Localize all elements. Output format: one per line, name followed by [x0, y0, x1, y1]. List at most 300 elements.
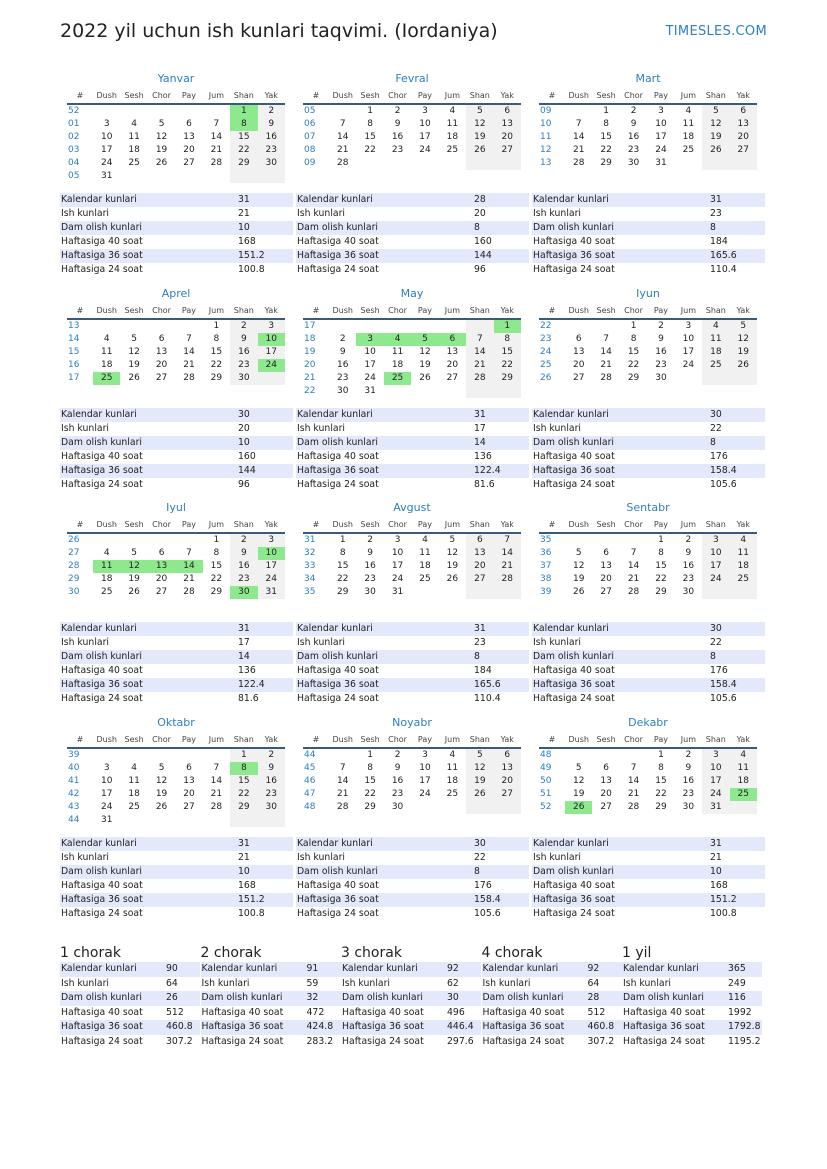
day-cell[interactable]: 2 [230, 319, 257, 333]
day-cell[interactable]: 20 [494, 131, 521, 144]
day-cell[interactable]: 11 [682, 119, 695, 129]
day-cell[interactable]: 19 [730, 346, 757, 359]
day-cell[interactable]: 18 [702, 346, 729, 359]
day-cell[interactable]: 3 [258, 319, 285, 333]
day-cell[interactable]: 27 [494, 144, 521, 157]
day-cell[interactable]: 14 [627, 776, 640, 786]
day-cell[interactable]: 23 [682, 574, 695, 584]
day-cell[interactable]: 30 [230, 372, 257, 385]
day-cell[interactable]: 19 [128, 574, 140, 584]
day-cell[interactable]: 17 [100, 789, 113, 799]
day-cell[interactable]: 8 [339, 548, 346, 558]
day-cell[interactable]: 1 [367, 106, 373, 116]
day-cell[interactable]: 2 [685, 750, 692, 760]
day-cell[interactable]: 9 [658, 334, 664, 344]
day-cell[interactable]: 15 [364, 776, 376, 786]
day-cell[interactable]: 4 [702, 319, 729, 333]
day-cell[interactable]: 24 [702, 788, 729, 801]
day-cell[interactable]: 23 [391, 789, 404, 799]
day-cell[interactable]: 24 [655, 145, 667, 155]
day-cell[interactable]: 27 [572, 373, 585, 383]
day-cell[interactable]: 18 [391, 360, 404, 370]
day-cell[interactable]: 27 [730, 144, 757, 157]
day-cell[interactable]: 26 [702, 144, 729, 157]
day-cell[interactable]: 21 [572, 145, 585, 155]
day-cell[interactable]: 28 [210, 158, 223, 168]
day-cell[interactable]: 6 [494, 748, 521, 762]
day-cell[interactable]: 23 [336, 373, 349, 383]
day-cell[interactable]: 27 [600, 802, 612, 812]
day-cell[interactable]: 30 [391, 802, 404, 812]
day-cell[interactable]: 21 [210, 789, 223, 799]
day-cell[interactable]: 18 [128, 789, 140, 799]
day-cell[interactable]: 8 [630, 334, 637, 344]
day-cell[interactable]: 24 [702, 573, 729, 586]
day-cell[interactable]: 20 [446, 360, 459, 370]
day-cell[interactable]: 10 [100, 776, 113, 786]
day-cell[interactable]: 18 [730, 560, 757, 573]
day-cell[interactable]: 15 [230, 775, 257, 788]
day-cell[interactable]: 21 [627, 574, 640, 584]
day-cell[interactable]: 13 [730, 118, 757, 131]
day-cell[interactable]: 19 [572, 789, 585, 799]
day-cell[interactable]: 24 [100, 158, 113, 168]
day-cell[interactable]: 16 [682, 776, 695, 786]
day-cell[interactable]: 6 [603, 548, 609, 558]
day-cell[interactable]: 21 [600, 360, 612, 370]
day-cell[interactable]: 2 [339, 334, 346, 344]
day-cell[interactable]: 7 [466, 333, 493, 346]
day-cell[interactable]: 31 [100, 171, 113, 181]
day-cell[interactable]: 6 [186, 119, 192, 129]
day-cell[interactable]: 1 [339, 535, 346, 545]
day-cell[interactable]: 28 [183, 587, 195, 597]
day-cell[interactable]: 25 [702, 359, 729, 372]
day-cell[interactable]: 16 [391, 132, 404, 142]
day-cell[interactable]: 28 [627, 587, 640, 597]
day-cell[interactable]: 7 [213, 119, 220, 129]
day-cell[interactable]: 27 [183, 802, 195, 812]
day-cell[interactable]: 17 [419, 776, 431, 786]
day-cell[interactable]: 4 [449, 106, 456, 116]
day-cell[interactable]: 18 [128, 145, 140, 155]
day-cell[interactable]: 30 [682, 802, 695, 812]
day-cell[interactable]: 31 [655, 158, 667, 168]
day-cell[interactable]: 24 [258, 573, 285, 586]
day-cell[interactable]: 12 [702, 118, 729, 131]
day-cell[interactable]: 6 [575, 334, 582, 344]
day-cell[interactable]: 11 [391, 347, 404, 357]
day-cell[interactable]: 10 [419, 119, 431, 129]
day-cell[interactable]: 28 [572, 158, 585, 168]
day-cell[interactable]: 9 [230, 333, 257, 346]
brand-link[interactable]: TIMESLES.COM [665, 24, 767, 39]
day-cell[interactable]: 23 [230, 573, 257, 586]
day-cell[interactable]: 29 [627, 373, 640, 383]
day-cell[interactable]: 6 [730, 104, 757, 118]
day-cell[interactable]: 12 [155, 132, 168, 142]
day-cell[interactable]: 13 [466, 547, 493, 560]
day-cell[interactable]: 16 [682, 561, 695, 571]
day-cell[interactable]: 19 [155, 145, 168, 155]
day-cell[interactable]: 16 [336, 360, 349, 370]
day-cell[interactable]: 10 [419, 763, 431, 773]
day-cell[interactable]: 29 [230, 157, 257, 170]
day-cell[interactable]: 16 [391, 776, 404, 786]
day-cell[interactable]: 24 [682, 360, 695, 370]
day-cell[interactable]: 26 [155, 802, 168, 812]
day-cell[interactable]: 13 [600, 776, 612, 786]
day-cell[interactable]: 26 [155, 158, 168, 168]
day-cell[interactable]: 18 [682, 132, 695, 142]
day-cell[interactable]: 19 [466, 775, 493, 788]
day-cell[interactable]: 17 [702, 775, 729, 788]
day-cell[interactable]: 24 [419, 145, 431, 155]
day-cell[interactable]: 23 [655, 360, 667, 370]
day-cell[interactable]: 18 [730, 775, 757, 788]
day-cell[interactable]: 18 [100, 360, 113, 370]
day-cell[interactable]: 22 [600, 145, 612, 155]
day-cell[interactable]: 15 [336, 561, 349, 571]
day-cell[interactable]: 5 [131, 334, 137, 344]
holiday-day-cell[interactable]: 25 [93, 372, 120, 385]
day-cell[interactable]: 13 [600, 561, 612, 571]
day-cell[interactable]: 15 [230, 131, 257, 144]
day-cell[interactable]: 20 [730, 131, 757, 144]
day-cell[interactable]: 27 [446, 373, 459, 383]
day-cell[interactable]: 8 [367, 763, 373, 773]
day-cell[interactable]: 13 [572, 347, 585, 357]
day-cell[interactable]: 3 [702, 748, 729, 762]
day-cell[interactable]: 31 [100, 815, 113, 825]
day-cell[interactable]: 4 [103, 334, 110, 344]
day-cell[interactable]: 25 [446, 145, 459, 155]
day-cell[interactable]: 11 [730, 762, 757, 775]
day-cell[interactable]: 19 [155, 789, 168, 799]
day-cell[interactable]: 16 [258, 131, 285, 144]
day-cell[interactable]: 1 [630, 321, 637, 331]
day-cell[interactable]: 15 [210, 347, 223, 357]
day-cell[interactable]: 14 [600, 347, 612, 357]
day-cell[interactable]: 11 [100, 347, 113, 357]
day-cell[interactable]: 1 [658, 535, 664, 545]
day-cell[interactable]: 26 [446, 574, 459, 584]
day-cell[interactable]: 7 [630, 763, 637, 773]
day-cell[interactable]: 13 [183, 776, 195, 786]
day-cell[interactable]: 5 [702, 104, 729, 118]
day-cell[interactable]: 17 [100, 145, 113, 155]
day-cell[interactable]: 30 [336, 386, 349, 396]
day-cell[interactable]: 5 [466, 748, 493, 762]
day-cell[interactable]: 11 [128, 132, 140, 142]
holiday-day-cell[interactable]: 12 [120, 560, 147, 573]
day-cell[interactable]: 5 [131, 548, 137, 558]
day-cell[interactable]: 3 [658, 106, 664, 116]
day-cell[interactable]: 24 [419, 789, 431, 799]
holiday-day-cell[interactable]: 10 [258, 547, 285, 560]
day-cell[interactable]: 17 [655, 132, 667, 142]
day-cell[interactable]: 16 [230, 560, 257, 573]
day-cell[interactable]: 20 [572, 360, 585, 370]
day-cell[interactable]: 9 [230, 547, 257, 560]
day-cell[interactable]: 6 [603, 763, 609, 773]
day-cell[interactable]: 21 [183, 574, 195, 584]
day-cell[interactable]: 5 [575, 763, 582, 773]
day-cell[interactable]: 20 [183, 145, 195, 155]
day-cell[interactable]: 8 [367, 119, 373, 129]
day-cell[interactable]: 26 [128, 587, 140, 597]
day-cell[interactable]: 14 [627, 561, 640, 571]
day-cell[interactable]: 30 [655, 373, 667, 383]
day-cell[interactable]: 10 [364, 347, 376, 357]
day-cell[interactable]: 23 [627, 145, 640, 155]
day-cell[interactable]: 13 [494, 762, 521, 775]
holiday-day-cell[interactable]: 8 [230, 762, 257, 775]
day-cell[interactable]: 13 [183, 132, 195, 142]
day-cell[interactable]: 26 [128, 373, 140, 383]
day-cell[interactable]: 9 [630, 119, 637, 129]
day-cell[interactable]: 26 [572, 587, 585, 597]
day-cell[interactable]: 9 [394, 119, 401, 129]
day-cell[interactable]: 6 [186, 763, 192, 773]
day-cell[interactable]: 24 [100, 802, 113, 812]
day-cell[interactable]: 29 [600, 158, 612, 168]
day-cell[interactable]: 11 [446, 119, 459, 129]
day-cell[interactable]: 10 [655, 119, 667, 129]
day-cell[interactable]: 23 [258, 144, 285, 157]
day-cell[interactable]: 2 [394, 750, 401, 760]
day-cell[interactable]: 20 [600, 789, 612, 799]
day-cell[interactable]: 17 [258, 346, 285, 359]
day-cell[interactable]: 9 [367, 548, 373, 558]
day-cell[interactable]: 13 [494, 118, 521, 131]
day-cell[interactable]: 10 [682, 334, 695, 344]
day-cell[interactable]: 12 [466, 762, 493, 775]
day-cell[interactable]: 17 [391, 561, 404, 571]
day-cell[interactable]: 23 [682, 789, 695, 799]
day-cell[interactable]: 6 [158, 548, 165, 558]
day-cell[interactable]: 10 [100, 132, 113, 142]
day-cell[interactable]: 29 [336, 587, 349, 597]
day-cell[interactable]: 20 [155, 574, 168, 584]
day-cell[interactable]: 17 [258, 560, 285, 573]
day-cell[interactable]: 29 [364, 802, 376, 812]
holiday-day-cell[interactable]: 1 [230, 104, 257, 118]
day-cell[interactable]: 4 [685, 106, 692, 116]
day-cell[interactable]: 22 [655, 574, 667, 584]
day-cell[interactable]: 11 [128, 776, 140, 786]
day-cell[interactable]: 18 [419, 561, 431, 571]
day-cell[interactable]: 1 [230, 748, 257, 762]
day-cell[interactable]: 28 [466, 372, 493, 385]
day-cell[interactable]: 30 [258, 801, 285, 814]
day-cell[interactable]: 19 [128, 360, 140, 370]
holiday-day-cell[interactable]: 8 [230, 118, 257, 131]
day-cell[interactable]: 25 [128, 802, 140, 812]
day-cell[interactable]: 2 [258, 104, 285, 118]
day-cell[interactable]: 19 [446, 561, 459, 571]
day-cell[interactable]: 12 [128, 347, 140, 357]
day-cell[interactable]: 14 [494, 547, 521, 560]
day-cell[interactable]: 17 [702, 560, 729, 573]
day-cell[interactable]: 14 [572, 132, 585, 142]
day-cell[interactable]: 6 [158, 334, 165, 344]
day-cell[interactable]: 28 [627, 802, 640, 812]
day-cell[interactable]: 20 [494, 775, 521, 788]
holiday-day-cell[interactable]: 30 [230, 586, 257, 599]
day-cell[interactable]: 22 [210, 574, 223, 584]
day-cell[interactable]: 22 [230, 144, 257, 157]
day-cell[interactable]: 26 [466, 788, 493, 801]
day-cell[interactable]: 29 [655, 587, 667, 597]
day-cell[interactable]: 8 [494, 333, 521, 346]
day-cell[interactable]: 10 [702, 762, 729, 775]
day-cell[interactable]: 28 [494, 573, 521, 586]
day-cell[interactable]: 25 [419, 574, 431, 584]
holiday-day-cell[interactable]: 25 [730, 788, 757, 801]
day-cell[interactable]: 11 [419, 548, 431, 558]
holiday-day-cell[interactable]: 11 [93, 560, 120, 573]
day-cell[interactable]: 10 [702, 547, 729, 560]
day-cell[interactable]: 12 [466, 118, 493, 131]
day-cell[interactable]: 15 [655, 776, 667, 786]
day-cell[interactable]: 28 [210, 802, 223, 812]
day-cell[interactable]: 18 [100, 574, 113, 584]
day-cell[interactable]: 2 [367, 535, 373, 545]
day-cell[interactable]: 12 [572, 776, 585, 786]
day-cell[interactable]: 6 [494, 104, 521, 118]
day-cell[interactable]: 9 [258, 762, 285, 775]
day-cell[interactable]: 15 [210, 561, 223, 571]
day-cell[interactable]: 4 [449, 750, 456, 760]
day-cell[interactable]: 9 [339, 347, 346, 357]
day-cell[interactable]: 2 [630, 106, 637, 116]
day-cell[interactable]: 13 [155, 347, 168, 357]
day-cell[interactable]: 28 [183, 373, 195, 383]
day-cell[interactable]: 25 [682, 145, 695, 155]
day-cell[interactable]: 4 [131, 119, 137, 129]
day-cell[interactable]: 8 [658, 548, 664, 558]
day-cell[interactable]: 22 [230, 788, 257, 801]
day-cell[interactable]: 9 [685, 763, 692, 773]
day-cell[interactable]: 20 [155, 360, 168, 370]
day-cell[interactable]: 7 [339, 119, 346, 129]
day-cell[interactable]: 15 [364, 132, 376, 142]
day-cell[interactable]: 2 [394, 106, 401, 116]
day-cell[interactable]: 12 [155, 776, 168, 786]
day-cell[interactable]: 31 [258, 586, 285, 599]
day-cell[interactable]: 3 [103, 763, 110, 773]
day-cell[interactable]: 9 [394, 763, 401, 773]
day-cell[interactable]: 1 [658, 750, 664, 760]
day-cell[interactable]: 8 [213, 548, 220, 558]
day-cell[interactable]: 9 [258, 118, 285, 131]
day-cell[interactable]: 26 [466, 144, 493, 157]
day-cell[interactable]: 25 [446, 789, 459, 799]
day-cell[interactable]: 3 [422, 106, 428, 116]
day-cell[interactable]: 21 [494, 560, 521, 573]
day-cell[interactable]: 24 [364, 373, 376, 383]
day-cell[interactable]: 12 [419, 347, 431, 357]
holiday-day-cell[interactable]: 1 [494, 319, 521, 333]
holiday-day-cell[interactable]: 24 [258, 359, 285, 372]
day-cell[interactable]: 17 [682, 347, 695, 357]
day-cell[interactable]: 19 [572, 574, 585, 584]
day-cell[interactable]: 29 [210, 373, 223, 383]
day-cell[interactable]: 14 [183, 347, 195, 357]
day-cell[interactable]: 4 [422, 535, 428, 545]
day-cell[interactable]: 3 [258, 533, 285, 547]
day-cell[interactable]: 4 [131, 763, 137, 773]
day-cell[interactable]: 7 [186, 334, 192, 344]
day-cell[interactable]: 2 [258, 748, 285, 762]
day-cell[interactable]: 23 [230, 359, 257, 372]
day-cell[interactable]: 16 [655, 347, 667, 357]
day-cell[interactable]: 3 [702, 533, 729, 547]
day-cell[interactable]: 21 [466, 359, 493, 372]
day-cell[interactable]: 31 [702, 801, 729, 814]
day-cell[interactable]: 30 [258, 157, 285, 170]
day-cell[interactable]: 30 [627, 158, 640, 168]
day-cell[interactable]: 16 [258, 775, 285, 788]
day-cell[interactable]: 14 [210, 776, 223, 786]
day-cell[interactable]: 12 [730, 333, 757, 346]
holiday-day-cell[interactable]: 6 [439, 333, 466, 346]
day-cell[interactable]: 21 [336, 145, 349, 155]
day-cell[interactable]: 14 [210, 132, 223, 142]
day-cell[interactable]: 11 [446, 763, 459, 773]
day-cell[interactable]: 27 [466, 573, 493, 586]
day-cell[interactable]: 25 [128, 158, 140, 168]
day-cell[interactable]: 14 [336, 132, 349, 142]
day-cell[interactable]: 2 [685, 535, 692, 545]
day-cell[interactable]: 22 [364, 789, 376, 799]
day-cell[interactable]: 7 [630, 548, 637, 558]
day-cell[interactable]: 28 [336, 802, 349, 812]
day-cell[interactable]: 5 [730, 319, 757, 333]
holiday-day-cell[interactable]: 13 [148, 560, 175, 573]
day-cell[interactable]: 3 [422, 750, 428, 760]
day-cell[interactable]: 16 [627, 132, 640, 142]
day-cell[interactable]: 27 [600, 587, 612, 597]
day-cell[interactable]: 17 [364, 360, 376, 370]
day-cell[interactable]: 28 [600, 373, 612, 383]
day-cell[interactable]: 27 [155, 587, 168, 597]
day-cell[interactable]: 3 [685, 321, 692, 331]
day-cell[interactable]: 28 [336, 158, 349, 168]
day-cell[interactable]: 23 [391, 145, 404, 155]
day-cell[interactable]: 7 [339, 763, 346, 773]
day-cell[interactable]: 15 [627, 347, 640, 357]
day-cell[interactable]: 22 [364, 145, 376, 155]
day-cell[interactable]: 16 [364, 561, 376, 571]
day-cell[interactable]: 29 [655, 802, 667, 812]
day-cell[interactable]: 15 [655, 561, 667, 571]
day-cell[interactable]: 10 [391, 548, 404, 558]
day-cell[interactable]: 19 [466, 131, 493, 144]
day-cell[interactable]: 15 [494, 346, 521, 359]
day-cell[interactable]: 22 [494, 359, 521, 372]
day-cell[interactable]: 29 [230, 801, 257, 814]
day-cell[interactable]: 8 [658, 763, 664, 773]
day-cell[interactable]: 22 [210, 360, 223, 370]
day-cell[interactable]: 7 [186, 548, 192, 558]
day-cell[interactable]: 12 [572, 561, 585, 571]
day-cell[interactable]: 5 [158, 119, 165, 129]
day-cell[interactable]: 3 [103, 119, 110, 129]
day-cell[interactable]: 22 [627, 360, 640, 370]
day-cell[interactable]: 5 [575, 548, 582, 558]
